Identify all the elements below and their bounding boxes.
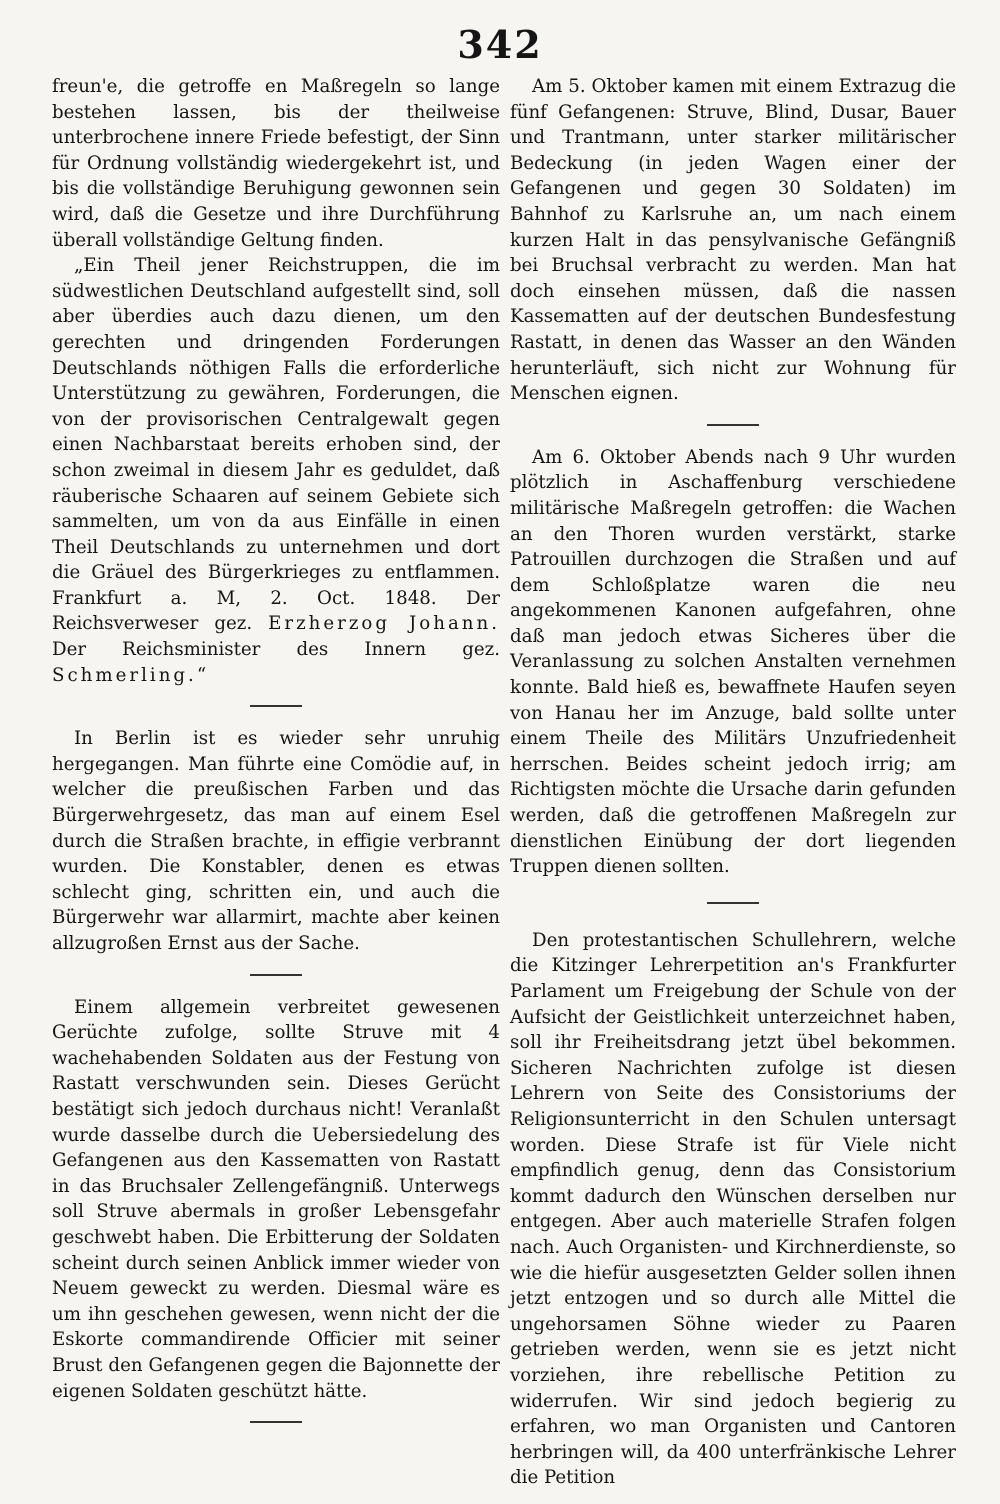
section-divider	[707, 902, 759, 904]
section-divider	[250, 705, 302, 707]
left-paragraph-2-mid: Der Reichsminister des Innern gez.	[52, 639, 500, 661]
page-number: 342	[457, 22, 543, 67]
left-paragraph-3: In Berlin ist es wieder sehr unruhig hergegangen. Man führte eine Comödie auf, in welcher die preußischen Farben und das Bürgerwehrgesetz, das man auf einem Esel durch die Straßen brachte, in effigie verbrannt wurden. Die Konstabler, denen es etwas schlecht ging, schritten ein, und auch die Bürgerwehr war allarmirt, machte aber keinen allzugroßen Ernst aus der Sache.	[52, 728, 500, 954]
right-paragraph-2: Am 6. Oktober Abends nach 9 Uhr wurden plötzlich in Aschaffenburg verschiedene militärische Maßregeln getroffen: die Wachen an den Thoren wurden verstärkt, starke Patrouillen durchzogen die Straßen und auf dem Schloßplatze waren die neu angekommenen Kanonen aufgefahren, ohne daß man jedoch etwas Sicheres über die Veranlassung zu solchen Anstalten vernehmen konnte. Bald hieß es, bewaffnete Haufen seyen von Hanau her im Anzuge, bald sollte unter einem Theile des Militärs Unzufriedenheit herrschen. Beides scheint jedoch irrig; am Richtigsten möchte die Ursache darin gefunden werden, daß die getroffenen Maßregeln zur dienstlichen Einübung der dort liegenden Truppen dienen sollten.	[510, 446, 956, 878]
right-paragraph-1: Am 5. Oktober kamen mit einem Extrazug die fünf Gefangenen: Struve, Blind, Dusar, Bauer und Trantmann, unter starker militärischer Bedeckung (in jeden Wagen einer der Gefangenen und gegen 30 Soldaten) im Bahnhof zu Karlsruhe an, um nach einem kurzen Halt in das pensylvanische Gefängniß bei Bruchsal verbracht zu werden. Man hat doch einsehen müssen, daß die nassen Kassematten auf der deutschen Bundesfestung Rastatt, in denen das Wasser an den Wänden herunterläuft, sich nicht zur Wohnung für Menschen eignen.	[510, 76, 956, 405]
left-paragraph-1: freun'e, die getroffe en Maßregeln so lange bestehen lassen, bis der theilweise unterbrochene innere Friede befestigt, der Sinn für Ordnung vollständig wiedergekehrt ist, und bis die vollständige Beruhigung gewonnen sein wird, daß die Gesetze und ihre Durchführung überall vollständige Geltung finden.	[52, 76, 500, 251]
left-paragraph-4: Einem allgemein verbreitet gewesenen Gerüchte zufolge, sollte Struve mit 4 wachehabenden Soldaten aus der Festung von Rastatt verschwunden sein. Dieses Gerücht bestätigt sich jedoch durchaus nicht! Veranlaßt wurde dasselbe durch die Uebersiedelung des Gefangenen aus den Kassematten von Rastatt in das Bruchsaler Zellengefängniß. Unterwegs soll Struve abermals in großer Lebensgefahr geschwebt haben. Die Erbitterung der Soldaten scheint durch seinen Anblick immer wieder von Neuem geweckt zu werden. Diesmal wäre es um ihn geschehen gewesen, wenn nicht der die Eskorte commandirende Officier mit seiner Brust den Gefangenen gegen die Bajonnette der eigenen Soldaten geschützt hätte.	[52, 996, 500, 1402]
section-divider	[707, 424, 759, 426]
left-paragraph-2-name1: Erzherzog Johann.	[268, 613, 500, 635]
right-paragraph-3: Den protestantischen Schullehrern, welche die Kitzinger Lehrerpetition an's Frankfurter Parlament um Freigebung der Schule von der Aufsicht der Geistlichkeit unterzeichnet haben, soll ihr Freiheitsdrang jetzt übel bekommen. Sicheren Nachrichten zufolge ist diesen Lehrern von Seite des Consistoriums der Religionsunterricht in den Schulen untersagt worden. Diese Strafe ist für Viele nicht empfindlich genug, denn das Consistorium kommt dadurch den Wünschen derselben nur entgegen. Aber auch materielle Strafen folgen nach. Auch Organisten- und Kirchnerdienste, so wie die hiefür ausgesetzten Gelder sollen ihnen jetzt entzogen und so durch alle Mittel die ungehorsamen Söhne wieder zu Paaren getrieben werden, wenn sie es jetzt nicht vorziehen, ihre rebellische Petition zu widerrufen. Wir sind jedoch begierig zu erfahren, wo man Organisten und Cantoren herbringen will, da 400 unterfränkische Lehrer die Petition	[510, 929, 956, 1489]
left-paragraph-2-text: „Ein Theil jener Reichstruppen, die im südwestlichen Deutschland aufgestellt sind, soll aber überdies auch dazu dienen, um den gerechten und dringenden Forderungen Deutschlands nöthigen Falls die erforderliche Unterstützung zu gewähren, Forderungen, die von der provisorischen Centralgewalt gegen einen Nachbarstaat bereits erhoben sind, der schon zweimal in diesem Jahr es geduldet, daß räuberische Schaaren auf seinem Gebiete sich sammelten, um von da aus Einfälle in einen Theil Deutschlands zu unternehmen und dort die Gräuel des Bürgerkrieges zu entflammen. Frankfurt a. M, 2. Oct. 1848. Der Reichsverweser gez.	[52, 255, 500, 635]
section-divider	[250, 974, 302, 976]
section-divider	[250, 1421, 302, 1423]
left-paragraph-2-end: “	[196, 664, 207, 686]
left-column	[52, 74, 500, 1442]
left-paragraph-2-name2: Schmerling.	[52, 664, 197, 686]
left-paragraph-2	[52, 253, 500, 688]
right-column	[510, 74, 956, 1491]
